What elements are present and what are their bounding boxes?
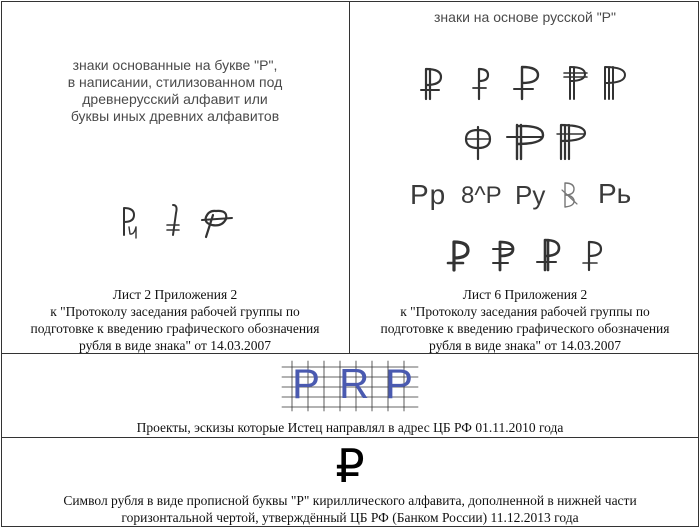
sketch-sign-right-r2-1 (462, 124, 494, 162)
sketch-sign-right-r4-1 (445, 239, 471, 273)
sketch-sign-left-2 (163, 203, 183, 239)
middle-caption: Проекты, эскизы которые Истец направлял в адрес ЦБ РФ 01.11.2010 года (136, 420, 564, 435)
sheet-caption-right: Лист 6 Приложения 2 к "Протоколу заседания рабочей группы по подготовке к введению графического обозначения рубля в виде знака" от 14.03.2007 (380, 287, 670, 353)
sketch-caption-left: знаки основанные на букве "Р", в написании, стилизованном под древнерусский алфавит или буквы иных древних алфавитов (67, 57, 283, 124)
sketch-sign-right-r1-4 (561, 64, 589, 102)
sketch-caption-right: знаки на основе русской "Р" (434, 9, 616, 25)
ruble-symbol: ₽ (335, 439, 365, 493)
sketch-sign-right-r2-3 (555, 122, 589, 162)
grid-letter-2: R (339, 360, 370, 407)
sketch-sign-right-r1-3 (511, 64, 541, 102)
sketch-sign-right-r1-5 (598, 64, 628, 102)
grid-letter-1: P (292, 360, 321, 407)
text-sign-8p: 8^P (461, 182, 502, 209)
sketch-sign-right-r4-4 (580, 239, 604, 273)
text-sign-pb: Pь (598, 178, 632, 209)
text-sign-pp: Pp (410, 179, 447, 210)
sketch-sign-right-r1-1 (419, 66, 447, 102)
column-divider (349, 1, 350, 354)
grid-letter-3: P (385, 360, 414, 407)
sheet-caption-left: Лист 2 Приложения 2 к "Протоколу заседания рабочей группы по подготовке к введению графического обозначения рубля в виде знака" от 14.03.2007 (30, 287, 320, 353)
text-sign-py: Py (515, 180, 546, 210)
sketch-sign-right-r1-2 (470, 66, 492, 102)
sketch-sign-right-r4-3 (534, 237, 562, 273)
sketch-sign-left-1 (120, 205, 142, 239)
sketch-sign-right-r4-2 (490, 239, 516, 273)
sketch-sign-right-r2-2 (505, 122, 545, 162)
sketch-sign-right-r3-4 (560, 180, 582, 210)
sketch-sign-left-3 (200, 207, 236, 239)
bottom-caption: Символ рубля в виде прописной буквы "Р" кириллического алфавита, дополненной в нижней части горизонтальной чертой, утверждённый ЦБ РФ (Банком России) 11.12.2013 года (63, 493, 637, 525)
row-divider-bottom (1, 437, 699, 438)
